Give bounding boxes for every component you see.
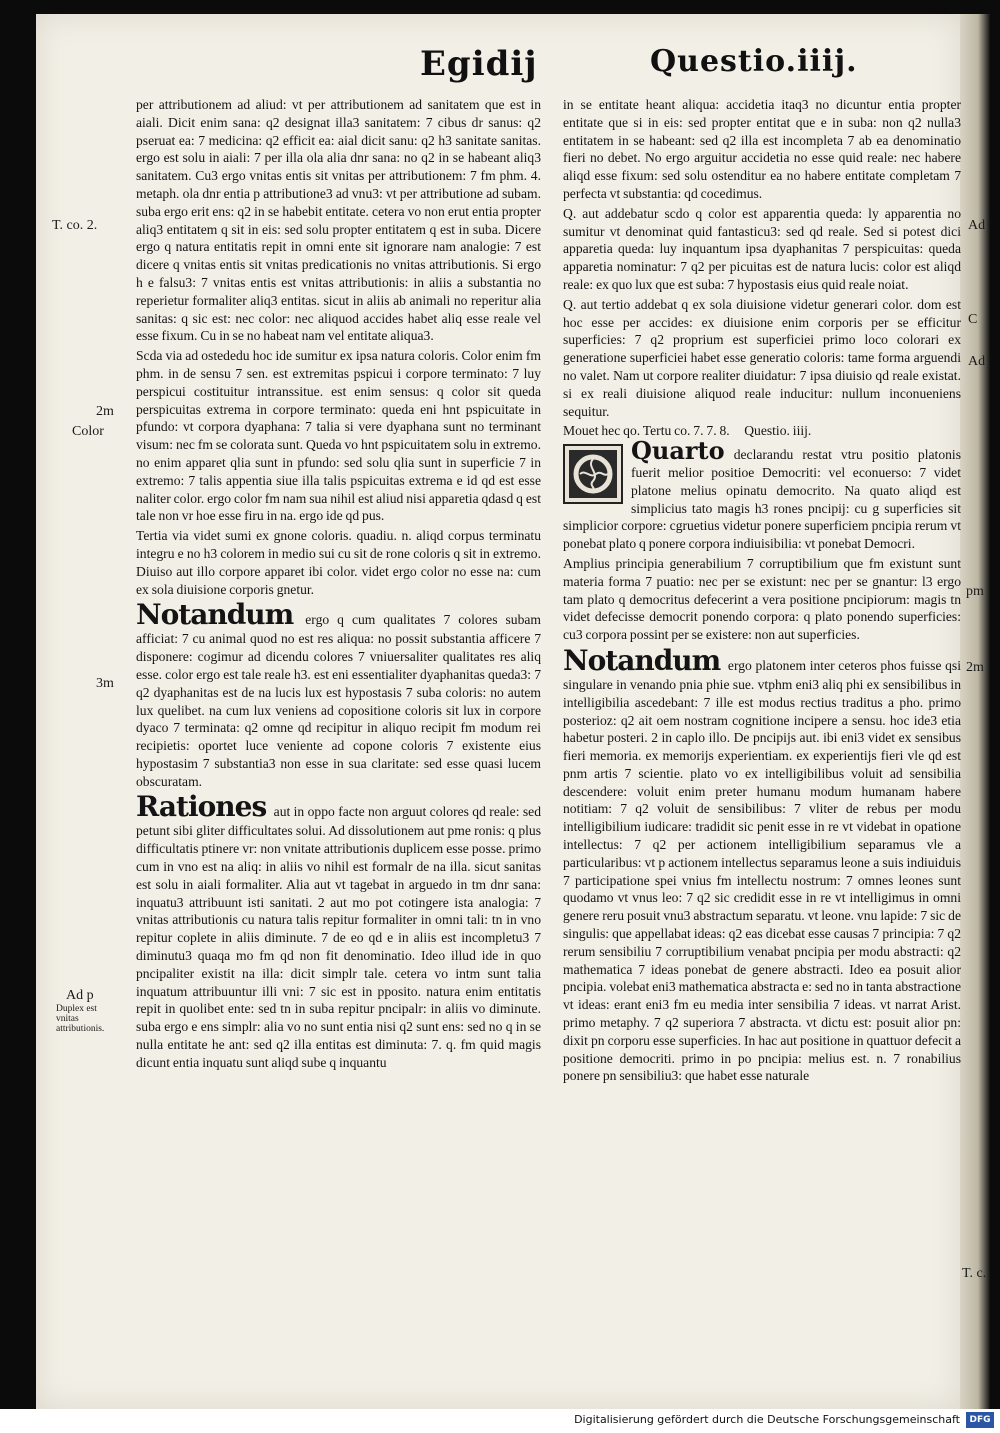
- margin-note: T. c.: [962, 1266, 987, 1281]
- left-text-column: [136, 96, 541, 1074]
- paragraph: Q. aut addebatur scdo q color est apparentia queda: ly apparentia no sumitur vt denominat quid fantasticu3: sed qd reale. Sed si potest dici apparetia queda: luy inquantum ipsa dyaphanitas 7 perspicuitas: queda apparetia nominatur: 7 q2 per picuitas est de natura lucis: color est aliqd reale: ex quo lux que est suba: 7 hypostasis eius quid reale noiat.: [563, 205, 961, 292]
- margin-note: 2m: [966, 660, 984, 675]
- quarto-heading: Quarto: [631, 436, 725, 466]
- funding-note: Digitalisierung gefördert durch die Deutsche Forschungsgemeinschaft: [574, 1413, 960, 1426]
- running-head-left: Egidij: [420, 44, 538, 84]
- footer-bar: [0, 1409, 1000, 1433]
- quarto-text: declarandu restat vtru positio platonis fuerit melior positioe Democriti: vel econuerso: 7 videt platone melius opinatu democrito. Na quato aliqd est simplicius tato magis h3 rones pncipij: cu g superficies sit simplicior corpore: cgruetius videtur ponere superficiem pncipia rerum vt ponebat plato q ponere corpora indiuisibilia: vt ponebat Democri.: [563, 447, 961, 552]
- notandum-text: ergo platonem inter ceteros phos fuisse qsi singulare in venando pnia phie sue. vtphm eni3 aliq phi ex sensibilibus in intelligibilia ascedebant: 7 ille est modus rectius traditus a pho. primo posterioz: q2 ait oem nostram cognitione incipere a sensu. hoc ide3 etia habetur posteri. 2 in caplo illo. De pncipijs aut. ibi eni3 videt ex sensibus fieri memoria. ex memorijs experientiam. ex experientijs fieri vle qd est pnm artis 7 scientie. plato vo ex intelligibilibus voluit ad sensibilia descendere: voluit enim preter humanu modum humanam habere notitiam: 7 q2 voluit de sensibilibus: 7 vliter de rebus per modu intelligibilium iudicare: tradidit sic penit esse in re vt videbat in opatione intellectus: 7 q2 per actionem intelligibilium separamus vle a particularibus: vt p actionem intellectus separamus leone a suis indiuiduis 7 participatione spei vnius fm intellectu nostrum: 7 omnes leones sunt quodamo vt vnus leo: 7 q2 sic credidit esse in re vt intelligimus in omni genere reru posuit vnu3 abstractum separatu. vt leone. vnu lapide: 7 sic de singulis: que appellabat ideas: q2 eas dicebat esse causas 7 principia: 7 q2 rerum sensibiliu 7 corruptibilium venabat pncipia per modu abstracti: q2 mathematica 7 ideas ponebat de genere abstracti. Ideo ea posuit alior pncipia. volebat eni3 mathematica abstracta e: sed no in tanta abstractione vt ideas: erant eni3 fm eu media inter sensibilia 7 ideas. vt narrat Arist. primo metaphy. 7 q2 superiora 7 abstracta. vt dictu est: posuit alior pn: dixit pn corporu esse superficies. In hac aut positione in quattuor defecit a positione democriti. primo in po pncipia: melius est. n. 7 ronabilius ponere pn sensibiliu3: que habet esse naturale: [563, 657, 961, 1084]
- rationes-paragraph: [136, 792, 541, 1071]
- margin-note: Ad p: [66, 988, 94, 1003]
- running-head-right: Questio.iiij.: [650, 44, 858, 79]
- rationes-text: aut in oppo facte non arguut colores qd reale: sed petunt sibi gliter difficultates solui. Ad dissolutionem aut pme ronis: q plus difficultatis ptinere vr: non vnitate attributionis duplicem esse posse. primo cum in vno est na aliq: in aliis vo nihil est formalr de na illa. sicut sanitas est solu in aiali formaliter. Alia aut vt tagebat in arguedo in tm dnr sana: inquatu3 attribuunt isti sanitati. 2 aut mo pot cotingere ista analogia: 7 vnitas attributionis cu natura talis repitur formaliter in omni tali: tn in vno repitur coplete in aliis diminute. 7 de eo qd e in aliis est incompletu3 7 diminutu3 quaqa mo fm qd non fit denominatio. Ideo illud ide in quo pncipaliter existit na illa: dicit simplr tale. cetera vo intm sunt talia inquatum attribuuntur illi vni: 7 sic est in pposito. natura enim entitatis repit in quolibet ente: sed tn in suba repitur pncipalr: in aliis vo diminute. suba ergo e ens simplr: alia vo no sunt entia nisi q2 sunt ens: sed no q in se nulla entitate he ant: sed q2 illa entitas est diminuta: 7. q. fm quid magis dicunt entia inquatu sunt aliqd sube q inquantu: [136, 804, 541, 1070]
- margin-note: Color: [72, 424, 104, 439]
- margin-note: Ad: [968, 218, 986, 233]
- margin-note: C: [968, 312, 978, 327]
- paragraph: Amplius principia generabilium 7 corruptibilium que fm existunt sunt materia forma 7 puatio: nec per se existunt: nec per se gnantur: l3 ergo tam plato q democritus defecerint a vera positione pncipiorum: magis tn videt defecisse democrit ponendo corpora: q plato ponendo superficies: cu3 corpora possint per se existere: non aut superficies.: [563, 555, 961, 643]
- notandum-paragraph: [563, 643, 961, 1085]
- dfg-logo-icon: DFG: [966, 1412, 994, 1428]
- margin-note: T. co. 2.: [52, 218, 98, 233]
- rationes-heading: Rationes: [136, 790, 267, 824]
- notandum-heading: Notandum: [136, 598, 294, 632]
- right-text-column: [563, 96, 961, 1087]
- margin-note: pm: [966, 584, 984, 599]
- paragraph: Tertia via videt sumi ex gnone coloris. quadiu. n. aliqd corpus terminatu integru e no h3 colorem in medio sui cu sit de rone coloris q sit in extremo. Diuiso aut illo corpore apparet ibi color. videt ergo color no esse na: cum ex sola diuisione corporis gnetur.: [136, 528, 541, 597]
- margin-note: 3m: [96, 676, 114, 691]
- paragraph: per attributionem ad aliud: vt per attributionem ad sanitatem que est in aiali. Dicit enim sana: q2 designat illa3 sanitatem: 7 cibus dr sanus: q2 pseruat ea: 7 medicina: q2 efficit ea: aial dicit sanu: q2 h3 sanitate sanitas. ergo est solu in aiali: 7 per illa ola alia dnr sana: no q2 in se habeant aliq3 sanitatem. Cu3 ergo vnitas entis sit vnitas per attributionem: 7 fm phm. 4. metaph. ola dnr entia p attributione3 ad vnu3: vt per attributione ad subam. suba ergo erit ens: q2 in se habebit entitate. cetera vo non erut entia propter aliq3 entitatem q sit in eis: sed solu propter entitatem q est in suba. Dicere ergo q natura entitatis repit in omni ente sit ignorare nam analogie: 7 est dicere q vnitas entis sit vnitas predicationis no vnitas attributionis. Si ergo h e falsu3: 7 vnitas entis est vnitas attributionis: in aliis a substantia no reperietur formaliter aliq3 entitas. sicut in aliis ab animali no reperitur alia sanitas: q sic est: nec color: nec aliquod accides habet aliq esse reale vel esse fixum. Cu in se no habeat nam vel entitate aliqua3.: [136, 97, 541, 344]
- notandum-heading: Notandum: [563, 643, 721, 677]
- notandum-paragraph: [136, 600, 541, 790]
- margin-note: Duplex est vnitas attributionis.: [56, 1004, 105, 1034]
- quarto-paragraph: [563, 436, 961, 553]
- decorated-initial-icon: [563, 444, 623, 504]
- movet-line: Mouet hec qo. Tertu co. 7. 7. 8.: [563, 423, 730, 439]
- paragraph: Q. aut tertio addebat q ex sola diuisione videtur generari color. dom est hoc esse per accides: ex diuisione enim corporis per se efficitur superficies: 7 q2 proprium est superficiei primo loco colorari ex generatione superficiei habet esse generatio coloris: tame forma arguendi no valet. Nam ut corpore realiter diuidatur: 7 ipsa diuisio qd reale existat. si ex reali diuisione aliquod reale inducitur: nullum inconueniens sequitur.: [563, 296, 961, 419]
- questio-label: Questio. iiij.: [744, 423, 812, 439]
- question-line: [563, 422, 961, 440]
- margin-note: Ad: [968, 354, 986, 369]
- margin-note: 2m: [96, 404, 114, 419]
- paragraph: Scda via ad ostededu hoc ide sumitur ex ipsa natura coloris. Color enim fm phm. in de sensu 7 sen. est extremitas pspicui i corpore terminato: 7 luy perspicui costituitur intranssitue. est enim sensus: q color sit queda perspicuitas extrema in corpore terminato: queda eni hnt pspicuitate in pfundo: vt corpora dyaphana: 7 talia si vere dyaphana sunt no terminant visum: nec fm se colorata sunt. Queda vo hnt pspicuitatem solu in extremo. no enim apparet qlia sunt in pfundo: sed solu qlia sunt in superficie 7 in extremo: 7 talis appentia siue illa talis pspicuitas extrema e id qd est esse naliter color. ergo color fm nam sua nihil est aliud nisi apparetia qdasd q est tale non vr hoe esse firu in na. ergo ide qd pus.: [136, 348, 541, 524]
- paragraph: in se entitate heant aliqua: accidetia itaq3 no dicuntur entia propter entitate que si in eis: sed propter entitat que e in suba: non q2 nulla3 entitatem in se habeant: sed q2 illa est incompleta 7 ab ea denominatio fieri no debet. No ergo arguitur accidetia no esse quid reale: nec habere aliqd esse fixum: sed solu ostenditur ea no habere entitate completam 7 perfecta vt substantia: qd cocedimus.: [563, 97, 961, 201]
- notandum-text: ergo q cum qualitates 7 colores subam afficiat: 7 cu animal quod no est res aliqua: no possit substantia afficere 7 disponere: cogimur ad dicendu colores 7 vniuersaliter qualitates res aliq esse. color ergo est tale reale h3. est eni essentialiter dyaphanitas queda3: 7 q2 dyaphanitas est de na lucis lux est hypostasis 7 suba coloris: no autem lux quelibet. na cum lux veniens ad copositione coloris sit lux in corpore dyaco 7 terminata: q2 omne qd recipitur in aliquo recipit fm modum rei recipietis: oportet luce veniente ad copone coloris 7 existente eius hypostasim 7 substantia3 non esse in sua claritate: sed esse quasi lucem obscuratam.: [136, 612, 541, 789]
